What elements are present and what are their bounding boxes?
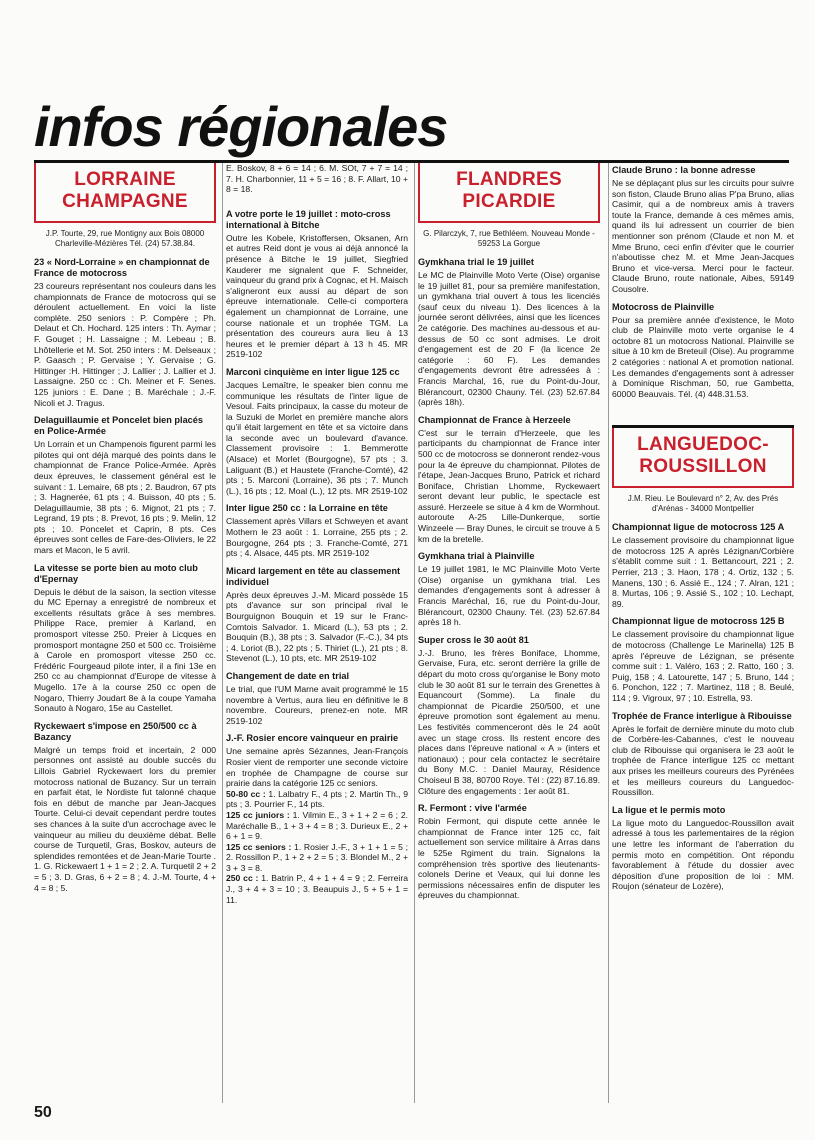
results-line xyxy=(226,842,408,874)
article-text: Le 19 juillet 1981, le MC Plainville Moto Verte (Oise) organise un gymkhana trial. Les demandes d'engagements sont à adresser à Francis Maréchal, 16, rue du Point-du-Jour, Blérancourt, 02300 Chauny. Tél. (23) 52.67.84 après 18 h. xyxy=(418,564,600,628)
article-text: Une semaine après Sézannes, Jean-François Rosier vient de remporter une seconde victoire en trophée de Champagne de course sur prairie dans la catégorie 125 cc seniors. xyxy=(226,746,408,789)
results-line xyxy=(226,789,408,810)
article-text: Malgré un temps froid et incertain, 2 000 personnes ont assisté au double succès du Lillois Gabriel Ryckewaert lors du premier motocross national de Buzancy. Sur un terrain en parfait état, le Nordiste fut talonné chaque fois en début de manche par Jean-Jacques Tourte. Celui-ci devait cependant perdre toutes ses chances à la suite d'un accrochage avec le vainqueur au milieu du deuxième débat. Belle course de Turquetil, Gras, Boskov, auteurs de splendides remontées et de Jean-Marie Tourte . 1. G. Rickewaert 1 + 1 = 2 ; 2. A. Turquetil 2 + 2 = 5 ; 3. D. Gras, 6 + 2 = 8 ; 4. J.-M. Tourte, 4 + 4 = 8 ; 5. xyxy=(34,744,216,893)
page-masthead: infos régionales xyxy=(34,95,448,158)
article-text: Le trial, que l'UM Marne avait programmé le 15 novembre à Vertus, aura lieu en définitive le 8 novembre. Coureurs, prenez-en note. MR 2519-102 xyxy=(226,683,408,726)
region-header-flandres xyxy=(418,163,600,223)
article-title: Motocross de Plainville xyxy=(612,301,715,312)
article-text: Outre les Kobele, Kristoffersen, Oksanen, Arn et autres Reid dont je vous ai déjà annoncé la présence à Bitche le 19 juillet, Siegfried Kauderer me signalent que F. Schneider, vainqueur du grand prix à Cognac, et H. Maisch s'aligneront eux aussi au départ de son épreuve internationale. Celle-ci comportera également un championnat de Lorraine, une course nationale et un trophée TGM. La présentation des coureurs aura lieu à 13 heures et le premier départ à 13 h 45. MR 2519-102 xyxy=(226,232,408,360)
results-values: 1. Batrin P., 4 + 1 + 4 = 9 ; 2. Ferreira J., 3 + 4 + 3 = 10 ; 3. Beaupuis J., 5 + 5 + 1 = 11. xyxy=(226,873,408,905)
results-values: 1. Lalbatry F., 4 pts ; 2. Martin Th., 9 pts ; 3. Pourrier F., 14 pts. xyxy=(226,788,408,810)
page-number: 50 xyxy=(34,1104,52,1121)
column-2 xyxy=(226,163,408,1103)
article-title: Gymkhana trial à Plainville xyxy=(418,551,535,562)
region-address: J.M. Rieu. Le Boulevard n° 2, Av. des Prés d'Arénas - 34000 Montpellier xyxy=(627,494,779,514)
article-text: Le classement provisoire du championnat ligue de motocross 125 A après Lézignan/Corbière s'établit comme suit : 1. Bettancourt, 221 ; 2. Perrier, 213 ; 3. Haon, 178 ; 4. Ortiz, 132 ; 5. Manens, 130 ; 6. Assié E., 124 ; 7. Alran, 121 ; 8. Murtas, 106 ; 9. Assié S., 102 ; 10. Lechapt, 89. xyxy=(612,535,794,609)
article-title: Marconi cinquième en inter ligue 125 cc xyxy=(226,366,400,377)
region-address: G. Pilarczyk, 7, rue Bethléem. Nouveau Monde - 59253 La Gorgue xyxy=(423,229,595,248)
article-text: Depuis le début de la saison, la section vitesse du MC Epernay a enregistré de nombreux et excellents résultats grâce à ses membres. Philippe Race, premier à Karland, en promosport vitesse 250. Preier à Licques en promosport montagne 250 et 500 cc. Troisième à Carole en promosport vitesse 250 cc. Frédéric Fourgeaud pilote inter, il a fini 13e en 250 cc au championnat d'Europe de vitesse à Mugello. 17e à la course 250 cc open de Nogaro, Thierry Joudart 8e à la coupe Yamaha Sonauto à Nogaro, 15e au Castellet. xyxy=(34,586,216,714)
region-title: LANGUEDOC-ROUSSILLON xyxy=(637,434,769,478)
article-text: Le MC de Plainville Moto Verte (Oise) organise le 19 juillet 81, pour sa première manifestation, un gymkhana trial ouvert à tous les licenciés (sauf ceux du niveau 1). Des licences à la journée seront délivrées, ainsi que les licences 2e catégorie. Des machines au-dessous et au-dessus de 50 cc sont admises. Le droit d'engagement est de 20 F (la licence 2e catégorie : 60 F). Les demandes d'engagements devront être adressées à : Francis Marchal, 16, rue du Point-du-Jour, Blérancourt, 02300 Chauny. Tél. (23) 52.67.84 (après 18h). xyxy=(418,270,600,408)
article-title: Changement de date en trial xyxy=(226,670,350,681)
column-3 xyxy=(418,163,600,1103)
article-text: Après le forfait de dernière minute du moto club de Corbère-les-Cabannes, c'est le nouveau club de Ribouisse qui organisera le 23 août le trophée de France interligue 125 cc mettant aux prises les meilleurs coureurs des Pyrénées et les meilleurs coureurs du Languedoc-Roussillon. xyxy=(612,723,794,798)
results-line xyxy=(226,873,408,905)
article-title: 23 « Nord-Lorraine » en championnat de France de motocross xyxy=(34,257,210,278)
article-text: Robin Fermont, qui dispute cette année le championnat de France inter 125 cc, fait actuellement son service militaire à Arras dans le 525e Rgiment du train. Signalons la compréhension très sportive des lieutenants-colonels Derine et Veaux, qui lui donne les permissions nécessaires enfin de disputer les épreuves du championnat. xyxy=(418,816,600,901)
article-title: Championnat ligue de motocross 125 B xyxy=(612,616,785,627)
article-text: J.-J. Bruno, les frères Boniface, Lhomme, Gervaise, Fura, etc. seront derrière la grille de départ du moto cross qu'organise le Bony moto club le 30 août 81 sur le terrain des Grenettes à Equancourt (Somme). La finale du championnat de Picardie 250/500, et une épreuve promotion sont également au menu. Les festivités commenceront dès le 24 août avec un stage cross. Ils restent encore des places dans l'épreuve national « A » (inters et nationaux) ; pour cela contactez le secrétaire du Bony M.C. : Daniel Mauray, Résidence Choiseul B 38, 80700 Roye. Tél : (22) 87.16.89. Clôture des engagements : 1er août 81. xyxy=(418,647,600,796)
article-text: 23 coureurs représentant nos couleurs dans les championnats de France de motocross qui se déroulent actuellement. En voici la liste complète. 250 seniors : P. Compère ; Ph. Delaut et Ch. Hochard. 125 inters : Th. Aymar ; F. Gouget ; H. Lassaigne ; M. Lebeau ; B. Lhôtellerie et M. Sot. 250 inters : M. Delseaux ; P. Gaasch ; P. Gervaise ; Y. Gervaise ; G. Hittinger :H. Hittinger ; J. Lallier ; J. Lallier et J. Lassaigne. 250 cc : Ch. Meiner et F. Senes. 125 juniors : E. Dane ; B. Maréchale ; J.-F. Nicoli et J. Tragus. xyxy=(34,281,216,408)
results-category: 125 cc seniors : xyxy=(226,841,292,852)
column-1 xyxy=(34,163,216,1103)
column-divider xyxy=(414,163,415,1103)
article-title: Championnat de France à Herzeele xyxy=(418,414,571,425)
results-line xyxy=(226,810,408,842)
article-title: Championnat ligue de motocross 125 A xyxy=(612,522,785,533)
article-title: Super cross le 30 août 81 xyxy=(418,634,529,645)
column-divider xyxy=(222,163,223,1103)
results-values: 1. Vilmin E., 3 + 1 + 2 = 6 ; 2. Maréchalle B., 1 + 3 + 4 = 8 ; 3. Durieux E., 2 + 6 + 1 = 9. xyxy=(226,809,408,842)
article-text: Ne se déplaçant plus sur les circuits pour suivre son fiston, Claude Bruno alias P'pa Bruno, alias Casimir, qui a de nombreux amis à travers toute la France, demande à ces mêmes amis, quand ils lui adressent un courrier de bien mentionner son prénom (Claude et non M. et Mme Bruno, ceci enfin d'éviter que le courrier n'aboutisse chez M. et Mme Jean-Jacques Bruno et vice-versa. Merci pour le facteur. Claude Bruno, route nationale, Aibes, 59149 Cousolre. xyxy=(612,178,794,294)
article-text: C'est sur le terrain d'Herzeele, que les participants du championnat de France inter 500 cc de motocross se donneront rendez-vous pour la 4e épreuve du championnat. Pilotes de l'étape, Jean-Jacques Bruno, Patrick et richard Boniface, Christian Lhomme, Ryckewaert seront devant leur public, le spectacle est assuré. Herzeele se situe à 4 km de Wormhout. autoroute A-25 Lille-Dunkerque, sortie Winzeele — Bray Dunes, le circuit se trouve à 5 km de la bretelle. xyxy=(418,427,600,544)
article-title: Ryckewaert s'impose en 250/500 cc à Bazancy xyxy=(34,720,197,742)
results-category: 50-80 cc : xyxy=(226,788,266,799)
region-header-lorraine xyxy=(34,163,216,223)
article-text: Le classement provisoire du championnat ligue de motocross (Challenge Le Marinella) 125 B après l'épreuve de Lézignan, se présente comme suit : 1. Valéro, 163 ; 2. Ratto, 160 ; 3. Puig, 158 ; 4. Latourette, 147 ; 5. Bruno, 144 ; 6. Ponchon, 122 ; 7. Martinez, 118 ; 8. Beulé, 114 ; 9. Vigroux, 97 ; 10. Estrella, 93. xyxy=(612,629,794,703)
article-title: J.-F. Rosier encore vainqueur en prairie xyxy=(226,733,399,744)
article-title: Inter ligue 250 cc : la Lorraine en tête xyxy=(226,503,388,514)
article-title: Trophée de France interligue à Ribouisse xyxy=(612,710,792,721)
results-category: 250 cc : xyxy=(226,873,259,884)
region-header-languedoc xyxy=(612,428,794,488)
article-title: Micard largement en tête au classement individuel xyxy=(226,565,401,587)
region-title: LORRAINE CHAMPAGNE xyxy=(62,169,188,212)
article-title: La ligue et le permis moto xyxy=(612,804,726,815)
article-title: La vitesse se porte bien au moto club d'Epernay xyxy=(34,562,198,584)
article-text: E. Boskov, 8 + 6 = 14 ; 6. M. SOt, 7 + 7 = 14 ; 7. H. Charbonnier, 11 + 5 = 16 ; 8. F. Allart, 10 + 8 = 18. xyxy=(226,163,408,195)
article-text: Pour sa première année d'existence, le Moto club de Plainville moto verte organise le 4 octobre 81 un motocross National. Plainville se situe à 10 km de Breteuil (Oise). Au programme 2 catégories : national A et promotion national. Les demandes d'engagements sont à adresser à Dominique Rischman, 50, rue Gambetta, 60000 Beauvais. Tél. (4) 448.31.53. xyxy=(612,314,794,399)
column-divider xyxy=(608,163,609,1103)
article-text: Jacques Lemaître, le speaker bien connu me communique les résultats de l'inter ligue de Vesoul. Faits principaux, la casse du moteur de la Suzuki de Morlet en première manche alors qu'il était largement en tête et sa victoire dans la seconde avec un boulevard d'avance. Classement provisoire : 1. Bemmerotte (Alsace) et Morlet (Bourgogne), 57 pts ; 3. Laliguant (B.) et Haustete (Franche-Comté), 42 pts ; 5. Marconi (Lorraine), 36 pts ; 7. Munch (L.), 16 pts ; 12. Moal (L.), 12 pts. MR 2519-102 xyxy=(226,379,408,496)
article-text: Un Lorrain et un Champenois figurent parmi les pilotes qui ont déjà marqué des points dans le championnat de France Police-Armée. Après deux épreuves, le classement général est le suivant : 1. Lemaire, 68 pts ; 2. Baudron, 67 pts ; 3. Hagnerée, 61 pts ; 4. Buisson, 40 pts ; 5. Delaguillaumie, 38 pts ; 6. Mignot, 21 pts ; 7. Legrand, 19 pts ; 8. Prevot, 16 pts ; 9. Melin, 12 pts ; 10. Poncelet et Caprin, 8 pts. Ces épreuves sont celles de Fare-des-Oliviers, le 22 mars et Macon, le 5 avril. xyxy=(34,439,216,556)
article-title: Gymkhana trial le 19 juillet xyxy=(418,257,534,267)
region-address: J.P. Tourte, 29, rue Montigny aux Bois 08000 Charleville-Mézières Tél. (24) 57.38.84. xyxy=(45,229,205,248)
article-title: Claude Bruno : la bonne adresse xyxy=(612,165,756,175)
article-title: R. Fermont : vive l'armée xyxy=(418,803,527,814)
region-title: FLANDRES PICARDIE xyxy=(456,169,562,212)
column-4 xyxy=(612,163,794,1103)
results-values: 1. Rosier J.-F., 3 + 1 + 1 = 5 ; 2. Rossillon P., 1 + 2 + 2 = 5 ; 3. Blondel M., 2 + 3 + 3 = 8. xyxy=(226,841,408,873)
article-title: A votre porte le 19 juillet : moto-cross international à Bitche xyxy=(226,208,391,230)
article-text: Classement après Villars et Schweyen et avant Mothern le 23 août : 1. Lorraine, 255 pts ; 2. Bourgogne, 264 pts ; 3. Franche-Comté, 271 pts ; 4. Alsace, 445 pts. MR 2519-102 xyxy=(226,516,408,559)
article-text: La ligue moto du Languedoc-Roussillon avait adressé à tous les parlementaires de la région une lettre les informant de l'aberration du permis moto en compétition. Ont répondu favorablement à l'étude du dossier avec déposition d'une proposition de loi : MM. Roujon (sénateur de Lozère), xyxy=(612,817,794,892)
article-text: Après deux épreuves J.-M. Micard possède 15 pts d'avance sur son principal rival le Bourguignon Bouquin et 19 sur le Franc-Comtois Salvador. 1. Micard (L.), 53 pts ; 2. Bouquin (B.), 38 pts ; 3. Salvador (F.-C.), 34 pts ; 4. Loriot (B.), 22 pts ; 5. Thiriet (L.), 21 pts ; 8. Stevenot (L.), 10 pts, etc. MR 2519-102 xyxy=(226,589,408,664)
article-title: Delaguillaumie et Poncelet bien placés en Police-Armée xyxy=(34,415,204,437)
results-category: 125 cc juniors : xyxy=(226,809,290,820)
